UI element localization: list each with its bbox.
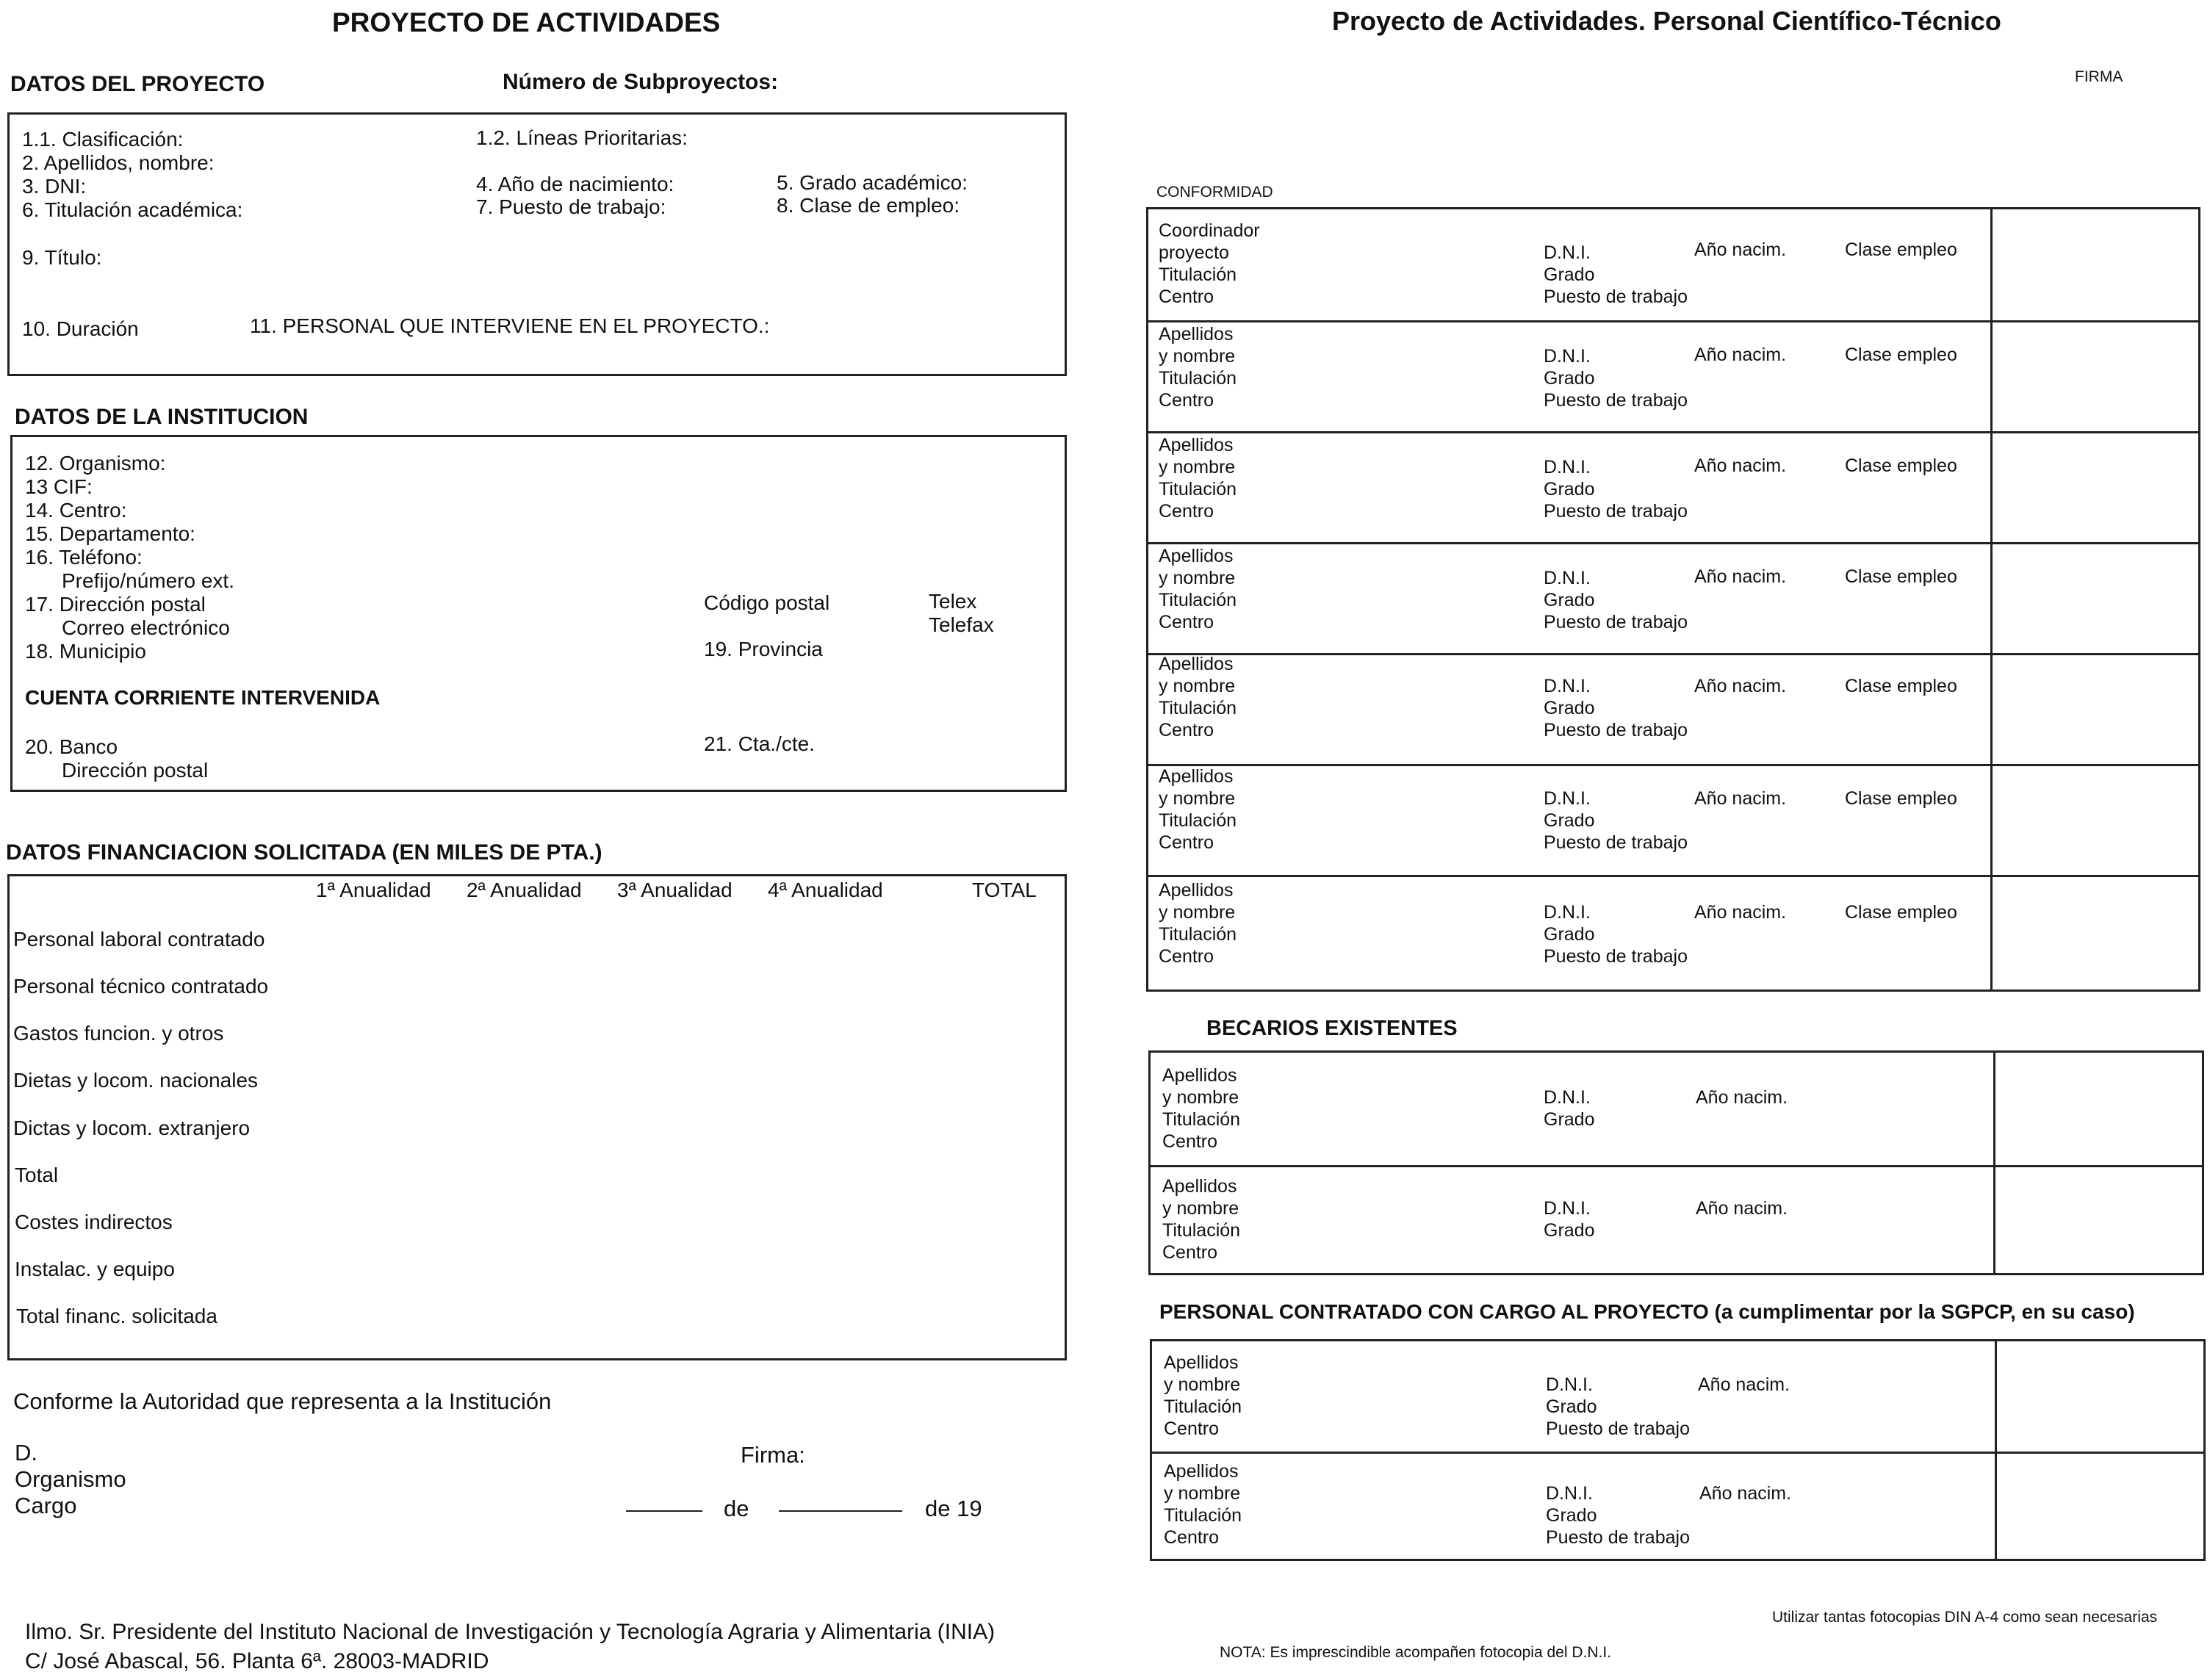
row-anio: Año nacim.: [1699, 1483, 1792, 1504]
row-grado: Grado: [1544, 590, 1595, 610]
becario-row: [1151, 1165, 2202, 1275]
row-label-3: Titulación: [1164, 1396, 1242, 1417]
field-dni[interactable]: 3. DNI:: [22, 175, 87, 198]
row-dni: D.N.I.: [1544, 676, 1591, 696]
field-telefono[interactable]: 16. Teléfono:: [25, 546, 143, 569]
personal-row: [1148, 320, 2198, 431]
row-label-1: Apellidos: [1164, 1461, 1239, 1482]
fin-row-label: Personal laboral contratado: [13, 928, 265, 951]
firma-cell[interactable]: [1990, 764, 1993, 875]
fin-row-label: Instalac. y equipo: [15, 1258, 175, 1280]
field-cif[interactable]: 13 CIF:: [25, 475, 93, 498]
row-label-2: y nombre: [1164, 1374, 1241, 1395]
fin-row-label: Personal técnico contratado: [13, 975, 269, 998]
field-grado-academico[interactable]: 5. Grado académico:: [777, 171, 968, 194]
field-lineas-prioritarias[interactable]: 1.2. Líneas Prioritarias:: [476, 126, 688, 149]
row-label-2: y nombre: [1159, 457, 1236, 477]
firmante-organismo[interactable]: Organismo: [15, 1466, 126, 1492]
field-departamento[interactable]: 15. Departamento:: [25, 522, 195, 545]
col-anualidad-1: 1ª Anualidad: [316, 879, 431, 901]
row-label-4: Centro: [1159, 946, 1214, 967]
row-label-1: Apellidos: [1159, 880, 1234, 901]
firma-cell[interactable]: [1990, 875, 1993, 989]
firma-cell[interactable]: [1995, 1341, 1997, 1452]
cuenta-corriente-heading: CUENTA CORRIENTE INTERVENIDA: [25, 686, 381, 709]
field-puesto-trabajo[interactable]: 7. Puesto de trabajo:: [476, 195, 666, 218]
utilizar-note: Utilizar tantas fotocopias DIN A-4 como sean necesarias: [1772, 1609, 2158, 1626]
row-anio: Año nacim.: [1696, 1198, 1788, 1219]
row-label-3: Titulación: [1159, 590, 1237, 610]
datos-proyecto-heading: DATOS DEL PROYECTO: [10, 72, 265, 96]
row-anio: Año nacim.: [1694, 239, 1787, 260]
becario-row: [1151, 1053, 2202, 1165]
personal-table: [1146, 207, 2200, 992]
row-dni: D.N.I.: [1546, 1483, 1593, 1504]
personal-row: [1148, 764, 2198, 875]
row-label-3: Titulación: [1164, 1505, 1242, 1526]
row-anio: Año nacim.: [1694, 788, 1787, 809]
row-label-2: y nombre: [1162, 1198, 1239, 1219]
contratado-row: [1152, 1341, 2203, 1452]
field-ano-nacimiento[interactable]: 4. Año de nacimiento:: [476, 173, 674, 195]
row-dni: D.N.I.: [1544, 1087, 1591, 1108]
row-label-3: Titulación: [1159, 698, 1237, 718]
row-puesto: Puesto de trabajo: [1544, 832, 1688, 853]
row-label-3: Titulación: [1159, 810, 1237, 831]
subprojects-label: Número de Subproyectos:: [503, 70, 779, 94]
row-label-2: y nombre: [1159, 788, 1236, 809]
row-puesto: Puesto de trabajo: [1544, 390, 1688, 411]
row-label-4: Centro: [1159, 720, 1214, 740]
row-puesto: Puesto de trabajo: [1546, 1527, 1690, 1548]
firmante-d[interactable]: D.: [15, 1440, 37, 1466]
fin-row-label: Total financ. solicitada: [16, 1305, 217, 1327]
row-grado: Grado: [1546, 1505, 1597, 1526]
row-label-4: Centro: [1159, 286, 1214, 307]
row-dni: D.N.I.: [1544, 902, 1591, 923]
row-dni: D.N.I.: [1544, 1198, 1591, 1219]
row-label-1: Apellidos: [1164, 1352, 1239, 1373]
row-label-2: proyecto: [1159, 242, 1229, 263]
row-grado: Grado: [1544, 264, 1595, 285]
row-label-3: Titulación: [1159, 924, 1237, 945]
col-anualidad-3: 3ª Anualidad: [617, 879, 733, 901]
row-anio: Año nacim.: [1694, 676, 1787, 696]
contratado-row: [1152, 1452, 2203, 1561]
row-clase: Clase empleo: [1845, 788, 1957, 809]
row-label-4: Centro: [1162, 1131, 1218, 1152]
field-prefijo[interactable]: Prefijo/número ext.: [62, 569, 234, 592]
field-personal-interviene[interactable]: 11. PERSONAL QUE INTERVIENE EN EL PROYECTO.:: [250, 314, 770, 337]
row-puesto: Puesto de trabajo: [1546, 1418, 1690, 1439]
personal-row: [1148, 875, 2198, 989]
row-anio: Año nacim.: [1694, 566, 1787, 587]
firma-cell[interactable]: [1990, 209, 1993, 320]
date-day-line[interactable]: [626, 1510, 702, 1512]
row-label-1: Apellidos: [1159, 435, 1234, 455]
field-correo[interactable]: Correo electrónico: [62, 616, 230, 639]
row-label-4: Centro: [1159, 501, 1214, 522]
left-page-title: PROYECTO DE ACTIVIDADES: [332, 7, 721, 37]
row-label-3: Titulación: [1162, 1109, 1241, 1130]
row-puesto: Puesto de trabajo: [1544, 501, 1688, 522]
row-label-2: y nombre: [1159, 346, 1236, 367]
field-duracion[interactable]: 10. Duración: [22, 317, 139, 340]
row-label-1: Coordinador: [1159, 220, 1260, 241]
date-de: de: [724, 1496, 749, 1521]
row-dni: D.N.I.: [1544, 242, 1591, 263]
fin-row-label: Gastos funcion. y otros: [13, 1022, 224, 1045]
row-label-1: Apellidos: [1159, 654, 1234, 674]
row-grado: Grado: [1544, 368, 1595, 389]
footer-address-1: Ilmo. Sr. Presidente del Instituto Nacional de Investigación y Tecnología Agraria y Alimentaria (INIA): [25, 1620, 996, 1644]
row-grado: Grado: [1544, 924, 1595, 945]
row-dni: D.N.I.: [1544, 788, 1591, 809]
field-telefax[interactable]: Telefax: [929, 613, 994, 636]
row-puesto: Puesto de trabajo: [1544, 720, 1688, 740]
fin-row-label: Costes indirectos: [15, 1211, 173, 1233]
row-clase: Clase empleo: [1845, 902, 1957, 923]
row-dni: D.N.I.: [1544, 568, 1591, 588]
field-apellidos-nombre[interactable]: 2. Apellidos, nombre:: [22, 151, 215, 174]
personal-row: [1148, 209, 2198, 320]
row-dni: D.N.I.: [1544, 346, 1591, 367]
firma-cell[interactable]: [1990, 320, 1993, 431]
row-label-4: Centro: [1162, 1242, 1218, 1263]
field-cta-cte[interactable]: 21. Cta./cte.: [704, 732, 815, 755]
becarios-heading: BECARIOS EXISTENTES: [1206, 1017, 1458, 1040]
row-anio: Año nacim.: [1696, 1087, 1788, 1108]
row-label-3: Titulación: [1159, 264, 1237, 285]
fin-row-label: Dictas y locom. extranjero: [13, 1117, 251, 1139]
row-label-1: Apellidos: [1162, 1176, 1237, 1197]
row-anio: Año nacim.: [1694, 345, 1787, 365]
row-label-2: y nombre: [1159, 902, 1236, 923]
row-label-2: y nombre: [1162, 1087, 1239, 1108]
firma-cell[interactable]: [1995, 1452, 1997, 1561]
right-page-title: Proyecto de Actividades. Personal Científico-Técnico: [1332, 6, 2001, 36]
row-label-3: Titulación: [1159, 368, 1237, 389]
fin-row-label: Dietas y locom. nacionales: [13, 1069, 259, 1092]
date-month-line[interactable]: [779, 1510, 902, 1512]
contratado-heading: PERSONAL CONTRATADO CON CARGO AL PROYECTO (a cumplimentar por la SGPCP, en su caso): [1159, 1300, 2135, 1323]
row-label-4: Centro: [1159, 832, 1214, 853]
row-anio: Año nacim.: [1698, 1374, 1790, 1395]
firma-cell[interactable]: [1990, 542, 1993, 653]
row-dni: D.N.I.: [1544, 457, 1591, 477]
row-label-3: Titulación: [1159, 479, 1237, 500]
field-municipio[interactable]: 18. Municipio: [25, 640, 146, 663]
field-codigo-postal[interactable]: Código postal: [704, 591, 830, 614]
row-label-1: Apellidos: [1162, 1065, 1237, 1086]
datos-institucion-heading: DATOS DE LA INSTITUCION: [15, 405, 309, 429]
field-direccion-postal[interactable]: 17. Dirección postal: [25, 593, 206, 616]
row-label-4: Centro: [1159, 390, 1214, 411]
row-label-2: y nombre: [1164, 1483, 1241, 1504]
row-label-1: Apellidos: [1159, 324, 1234, 345]
personal-row: [1148, 431, 2198, 542]
row-label-2: y nombre: [1159, 568, 1236, 588]
nota-dni: NOTA: Es imprescindible acompañen fotocopia del D.N.I.: [1220, 1644, 1612, 1661]
row-puesto: Puesto de trabajo: [1544, 612, 1688, 632]
row-puesto: Puesto de trabajo: [1544, 946, 1688, 967]
row-clase: Clase empleo: [1845, 455, 1957, 476]
row-label-2: y nombre: [1159, 676, 1236, 696]
field-provincia[interactable]: 19. Provincia: [704, 638, 823, 660]
financiacion-heading: DATOS FINANCIACION SOLICITADA (EN MILES DE PTA.): [6, 840, 602, 865]
field-titulacion[interactable]: 6. Titulación académica:: [22, 198, 243, 221]
firma-cell[interactable]: [1993, 1053, 1995, 1165]
row-dni: D.N.I.: [1546, 1374, 1593, 1395]
fin-row-label: Total: [15, 1164, 59, 1186]
row-label-3: Titulación: [1162, 1220, 1241, 1241]
firmante-cargo[interactable]: Cargo: [15, 1493, 77, 1518]
row-label-4: Centro: [1164, 1418, 1220, 1439]
row-clase: Clase empleo: [1845, 345, 1957, 365]
row-anio: Año nacim.: [1694, 902, 1787, 923]
field-clase-empleo[interactable]: 8. Clase de empleo:: [777, 194, 960, 217]
row-grado: Grado: [1544, 1109, 1595, 1130]
row-clase: Clase empleo: [1845, 566, 1957, 587]
row-label-4: Centro: [1164, 1527, 1220, 1548]
row-clase: Clase empleo: [1845, 676, 1957, 696]
row-puesto: Puesto de trabajo: [1544, 286, 1688, 307]
contratado-table: [1150, 1339, 2206, 1561]
conforme-text: Conforme la Autoridad que representa a la Institución: [13, 1388, 552, 1414]
field-centro[interactable]: 14. Centro:: [25, 499, 127, 522]
row-grado: Grado: [1544, 810, 1595, 831]
date-de-19: de 19: [925, 1496, 982, 1521]
field-banco[interactable]: 20. Banco: [25, 735, 118, 758]
field-titulo[interactable]: 9. Título:: [22, 246, 102, 269]
field-banco-direccion[interactable]: Dirección postal: [62, 759, 209, 782]
field-telex[interactable]: Telex: [929, 590, 977, 613]
firma-col-label: FIRMA: [2075, 68, 2123, 85]
firma-cell[interactable]: [1993, 1165, 1995, 1275]
firma-cell[interactable]: [1990, 653, 1993, 764]
row-anio: Año nacim.: [1694, 455, 1787, 476]
field-clasificacion[interactable]: 1.1. Clasificación:: [22, 128, 184, 151]
footer-address-2: C/ José Abascal, 56. Planta 6ª. 28003-MADRID: [25, 1649, 489, 1673]
becarios-table: [1148, 1050, 2204, 1275]
col-anualidad-2: 2ª Anualidad: [467, 879, 582, 901]
row-clase: Clase empleo: [1845, 239, 1957, 260]
row-grado: Grado: [1544, 479, 1595, 500]
col-anualidad-4: 4ª Anualidad: [768, 879, 883, 901]
row-label-1: Apellidos: [1159, 766, 1234, 787]
firma-cell[interactable]: [1990, 431, 1993, 542]
personal-row: [1148, 653, 2198, 764]
row-label-1: Apellidos: [1159, 546, 1234, 566]
row-grado: Grado: [1544, 698, 1595, 718]
row-grado: Grado: [1544, 1220, 1595, 1241]
row-label-4: Centro: [1159, 612, 1214, 632]
col-total: TOTAL: [972, 879, 1037, 901]
firma-label: Firma:: [741, 1442, 805, 1468]
personal-row: [1148, 542, 2198, 653]
conformidad-label: CONFORMIDAD: [1156, 184, 1273, 201]
row-grado: Grado: [1546, 1396, 1597, 1417]
field-organismo[interactable]: 12. Organismo:: [25, 452, 166, 475]
